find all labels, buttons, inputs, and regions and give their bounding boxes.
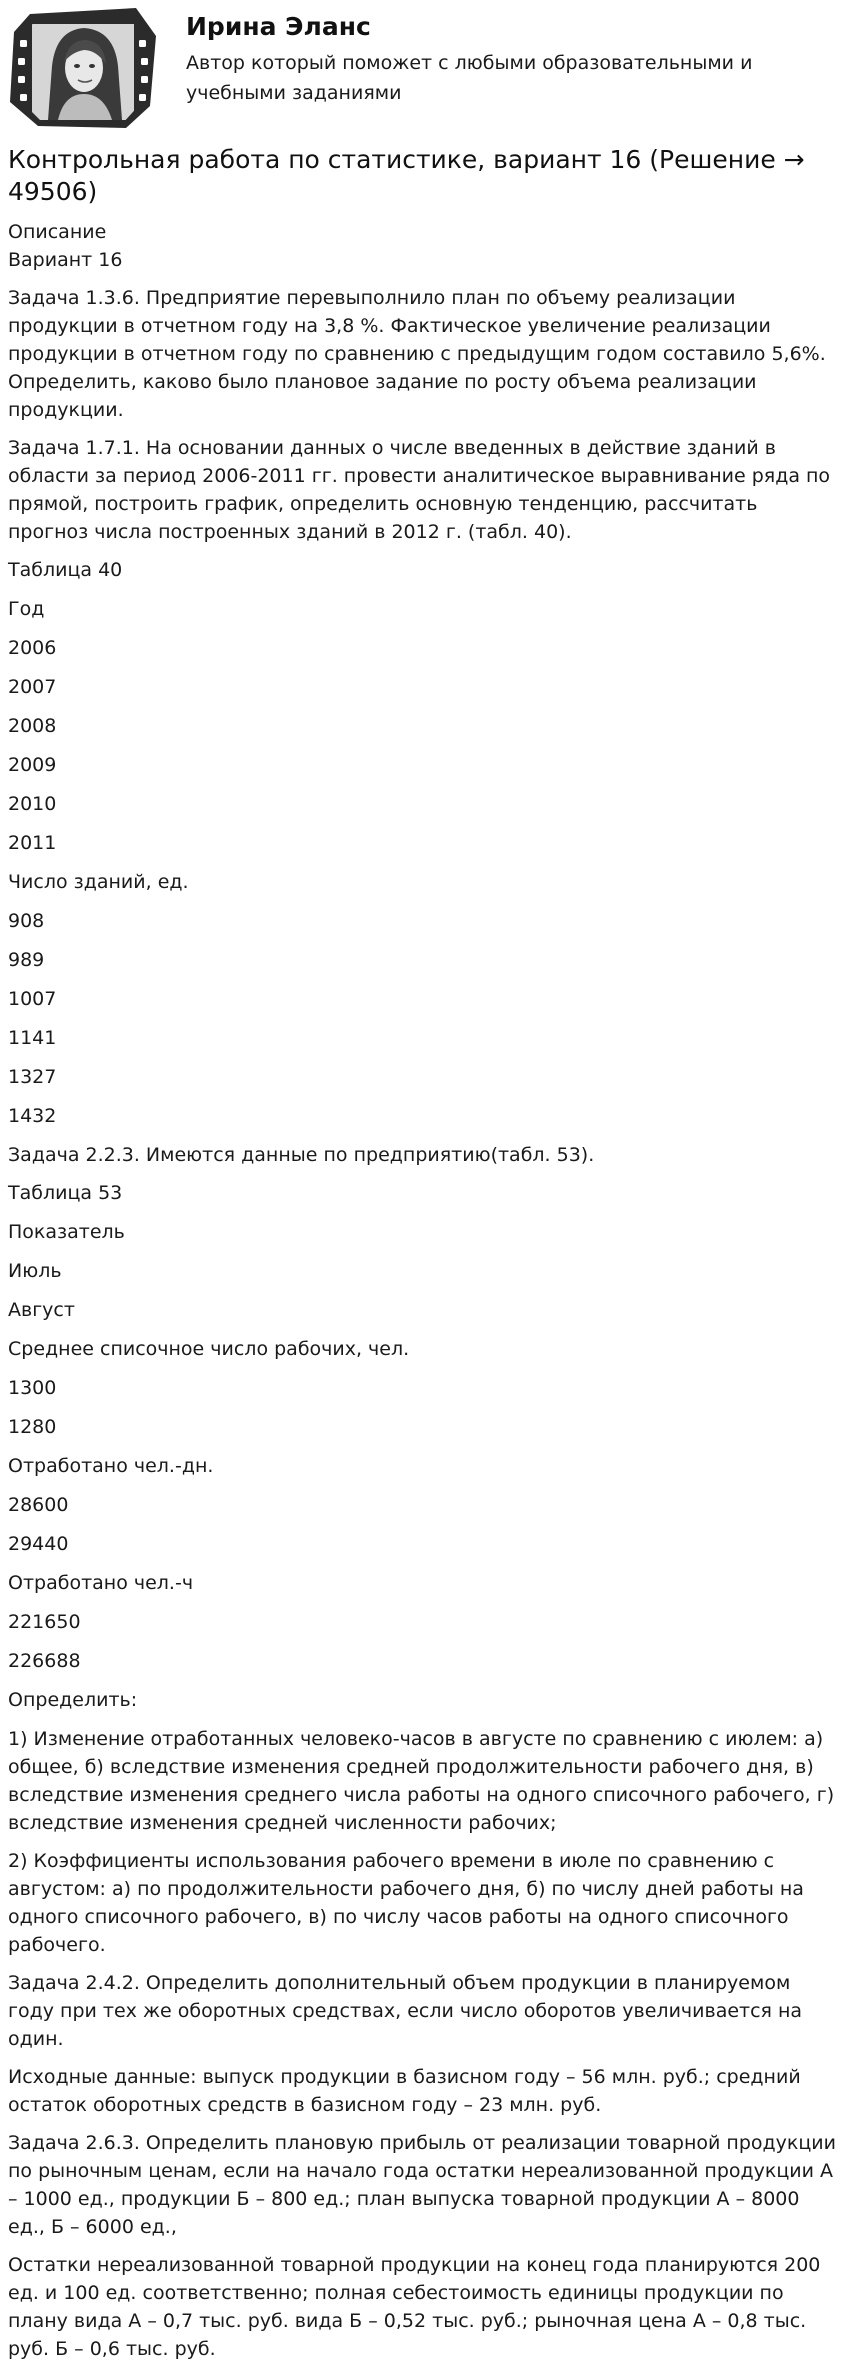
- table40-count: 908: [8, 910, 45, 932]
- work-content: [0, 144, 847, 2363]
- table40-count: 1141: [8, 1027, 57, 1049]
- table40-count: 989: [8, 949, 45, 971]
- task-2-2-3-define: Определить:: [8, 1689, 138, 1711]
- table53-month-header: Июль: [8, 1260, 62, 1282]
- table53-row-label: Отработано чел.-ч: [8, 1572, 194, 1594]
- task-2-2-3-question-1: 1) Изменение отработанных человеко-часов в августе по сравнению с июлем: а) общее, б) вследствие изменения средней продолжительности рабочего дня, в) вследствие изменения среднего числа работы на одного списочного рабочего, г) вследствие изменения средней численности рабочих;: [8, 1728, 835, 1834]
- table40-count-header: Число зданий, ед.: [8, 871, 189, 893]
- task-2-2-3: Задача 2.2.3. Имеются данные по предприятию(табл. 53).: [8, 1144, 595, 1166]
- table40-year: 2006: [8, 637, 57, 659]
- author-card: [0, 0, 847, 140]
- task-1-7-1: Задача 1.7.1. На основании данных о числе введенных в действие зданий в области за период 2006-2011 гг. провести аналитическое выравнивание ряда по прямой, построить график, определить основную тенденцию, рассчитать прогноз числа построенных зданий в 2012 г. (табл. 40).: [8, 437, 831, 543]
- table40-count: 1327: [8, 1066, 57, 1088]
- task-2-6-3: Задача 2.6.3. Определить плановую прибыль от реализации товарной продукции по рыночным ценам, если на начало года остатки нереализованной продукции А – 1000 ед., продукции Б – 800 ед.; план выпуска товарной продукции А – 8000 ед., Б – 6000 ед.,: [8, 2132, 837, 2238]
- table53-indicator-header: Показатель: [8, 1221, 125, 1243]
- table40-caption: Таблица 40: [8, 559, 123, 581]
- table53-value: 1280: [8, 1416, 57, 1438]
- table40-year: 2007: [8, 676, 57, 698]
- author-description: Автор который поможет с любыми образовательными и учебными заданиями: [186, 52, 753, 104]
- table40-count: 1432: [8, 1105, 57, 1127]
- table53-value: 1300: [8, 1377, 57, 1399]
- author-avatar-icon[interactable]: [8, 6, 158, 128]
- task-2-4-2-data: Исходные данные: выпуск продукции в базисном году – 56 млн. руб.; средний остаток оборотных средств в базисном году – 23 млн. руб.: [8, 2066, 801, 2116]
- task-2-6-3-data: Остатки нереализованной товарной продукции на конец года планируются 200 ед. и 100 ед. соответственно; полная себестоимость единицы продукции по плану вида А – 0,7 тыс. руб. вида Б – 0,52 тыс. руб.; рыночная цена А – 0,8 тыс. руб. Б – 0,6 тыс. руб.: [8, 2254, 821, 2360]
- table40-year: 2008: [8, 715, 57, 737]
- author-name[interactable]: Ирина Эланс: [186, 12, 371, 41]
- task-1-3-6: Задача 1.3.6. Предприятие перевыполнило план по объему реализации продукции в отчетном году на 3,8 %. Фактическое увеличение реализации продукции в отчетном году по сравнению с предыдущим годом составило 5,6%. Определить, каково было плановое задание по росту объема реализации продукции.: [8, 287, 826, 421]
- table40-year: 2010: [8, 793, 57, 815]
- table53-row-label: Среднее списочное число рабочих, чел.: [8, 1338, 410, 1360]
- variant-label: Вариант 16: [8, 249, 123, 271]
- table40-year: 2009: [8, 754, 57, 776]
- table40-year-header: Год: [8, 598, 45, 620]
- table53-value: 226688: [8, 1650, 81, 1672]
- task-2-4-2: Задача 2.4.2. Определить дополнительный объем продукции в планируемом году при тех же оборотных средствах, если число оборотов увеличивается на один.: [8, 1972, 803, 2050]
- description-label: Описание: [8, 221, 107, 243]
- table40-year: 2011: [8, 832, 57, 854]
- table53-row-label: Отработано чел.-дн.: [8, 1455, 214, 1477]
- page-title: Контрольная работа по статистике, вариант 16 (Решение → 49506): [8, 145, 805, 206]
- table40-count: 1007: [8, 988, 57, 1010]
- table53-caption: Таблица 53: [8, 1182, 123, 1204]
- table53-value: 28600: [8, 1494, 69, 1516]
- task-2-2-3-question-2: 2) Коэффициенты использования рабочего времени в июле по сравнению с августом: а) по продолжительности рабочего дня, б) по числу дней работы на одного списочного рабочего, в) по числу часов работы на одного списочного рабочего.: [8, 1850, 804, 1956]
- table53-value: 29440: [8, 1533, 69, 1555]
- table53-month-header: Август: [8, 1299, 75, 1321]
- table53-value: 221650: [8, 1611, 81, 1633]
